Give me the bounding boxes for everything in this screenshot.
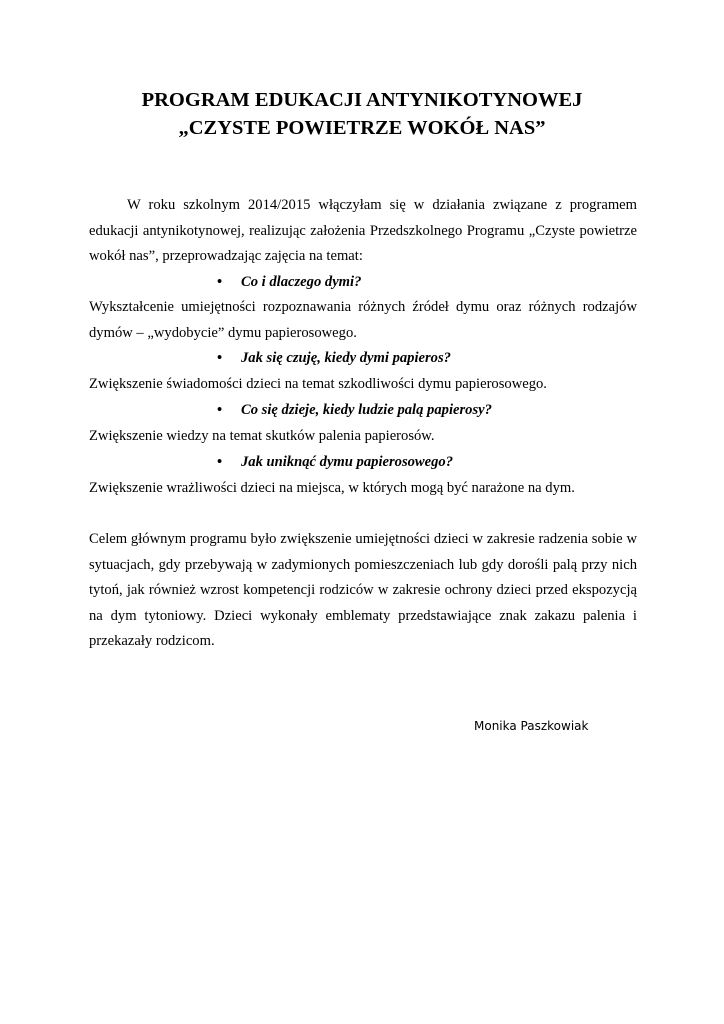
bullet-icon: •: [217, 350, 223, 366]
topic-3-title: Co się dzieje, kiedy ludzie palą papierosy?: [241, 402, 492, 418]
topic-4-description: Zwiększenie wrażliwości dzieci na miejsca, w których mogą być narażone na dym.: [89, 480, 575, 496]
topic-1-description: Wykształcenie umiejętności rozpoznawania różnych źródeł dymu oraz różnych rodzajów dymów – „wydobycie” dymu papierosowego.: [89, 299, 637, 341]
topic-2-description: Zwiększenie świadomości dzieci na temat szkodliwości dymu papierosowego.: [89, 376, 547, 392]
topic-2-heading: [217, 346, 451, 372]
topic-3-description: Zwiększenie wiedzy na temat skutków palenia papierosów.: [89, 428, 435, 444]
document-title-line-1: PROGRAM EDUKACJI ANTYNIKOTYNOWEJ: [141, 89, 583, 111]
topic-4-heading: [217, 450, 453, 476]
bullet-icon: •: [217, 402, 223, 418]
topic-1-title: Co i dlaczego dymi?: [241, 274, 362, 290]
topic-4-title: Jak uniknąć dymu papierosowego?: [241, 454, 454, 470]
topic-2-title: Jak się czuję, kiedy dymi papieros?: [241, 350, 451, 366]
bullet-icon: •: [217, 454, 223, 470]
topic-1-heading: [217, 270, 361, 296]
summary-paragraph: Celem głównym programu było zwiększenie umiejętności dzieci w zakresie radzenia sobie w sytuacjach, gdy przebywają w zadymionych pomieszczeniach lub gdy dorośli palą przy nich tytoń, jak również wzrost kompetencji rodziców w zakresie ochrony dzieci przed ekspozycją na dym tytoniowy. Dzieci wykonały emblematy przedstawiające znak zakazu palenia i przekazały rodzicom.: [89, 531, 637, 649]
bullet-icon: •: [217, 274, 223, 290]
intro-paragraph: W roku szkolnym 2014/2015 włączyłam się w działania związane z programem edukacji antynikotynowej, realizując założenia Przedszkolnego Programu „Czyste powietrze wokół nas”, przeprowadzając zajęcia na temat:: [89, 197, 637, 264]
author-signature: Monika Paszkowiak: [474, 719, 589, 733]
document-title-line-2: „CZYSTE POWIETRZE WOKÓŁ NAS”: [178, 117, 546, 139]
topic-3-heading: [217, 398, 492, 424]
